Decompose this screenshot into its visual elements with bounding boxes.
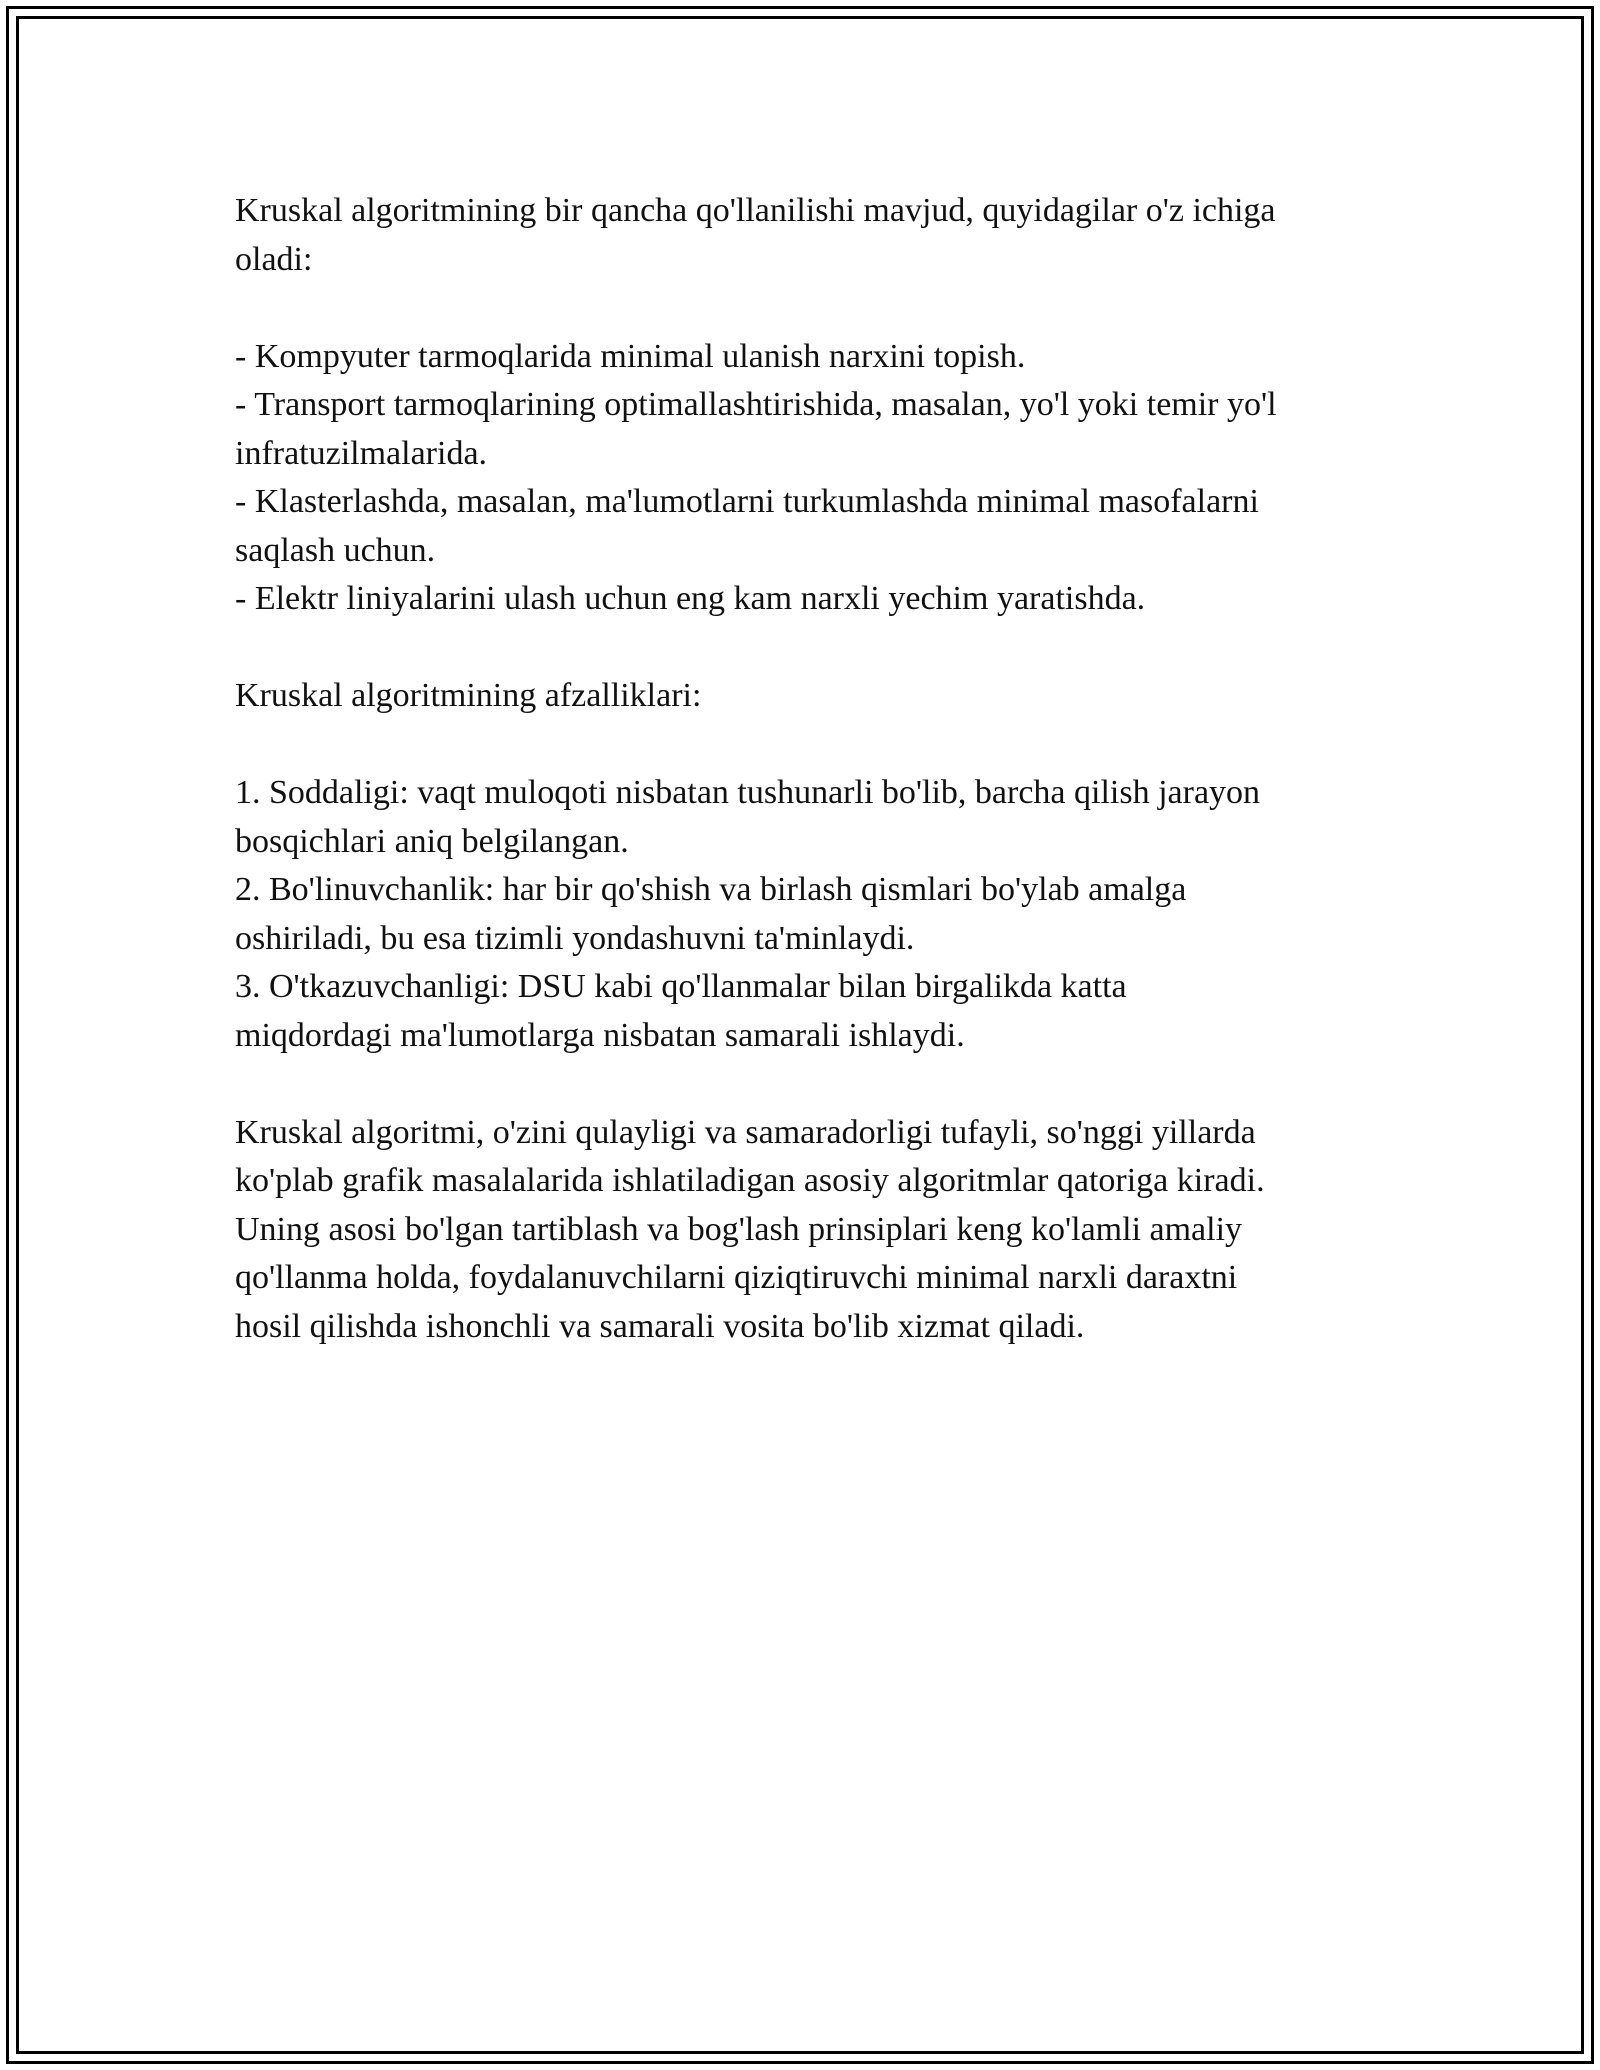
text-line: Kruskal algoritmi, o'zini qulayligi va samaradorligi tufayli, so'nggi yillarda: [235, 1113, 1256, 1151]
text-line: - Elektr liniyalarini ulash uchun eng kam narxli yechim yaratishda.: [235, 580, 1146, 617]
text-line: 1. Soddaligi: vaqt muloqoti nisbatan tushunarli bo'lib, barcha qilish jarayon: [235, 774, 1261, 811]
conclusion-paragraph: [235, 1109, 1375, 1352]
paragraph-gap: [235, 284, 1375, 333]
paragraph-gap: [235, 1060, 1375, 1109]
list-item: [235, 963, 1375, 1060]
text-line: qo'llanma holda, foydalanuvchilarni qiziqtiruvchi minimal narxli daraxtni: [235, 1259, 1238, 1296]
text-line: 3. O'tkazuvchanligi: DSU kabi qo'llanmalar bilan birgalikda katta: [235, 968, 1127, 1005]
applications-list: [235, 333, 1375, 624]
list-item: [235, 478, 1375, 575]
list-item: [235, 575, 1375, 624]
text-line: - Kompyuter tarmoqlarida minimal ulanish narxini topish.: [235, 337, 1026, 375]
list-item: [235, 333, 1375, 382]
text-line: bosqichlari aniq belgilangan.: [235, 822, 629, 860]
text-line: - Klasterlashda, masalan, ma'lumotlarni turkumlashda minimal masofalarni: [235, 483, 1259, 520]
text-line: oladi:: [235, 240, 313, 278]
list-item: [235, 769, 1375, 866]
paragraph-gap: [235, 721, 1375, 770]
list-item: [235, 381, 1375, 478]
text-line: Kruskal algoritmining bir qancha qo'llanilishi mavjud, quyidagilar o'z ichiga: [235, 192, 1276, 229]
paragraph-gap: [235, 624, 1375, 673]
text-line: ko'plab grafik masalalarida ishlatiladigan asosiy algoritmlar qatoriga kiradi.: [235, 1162, 1265, 1199]
text-line: oshiriladi, bu esa tizimli yondashuvni ta'minlaydi.: [235, 919, 915, 957]
text-line: 2. Bo'linuvchanlik: har bir qo'shish va birlash qismlari bo'ylab amalga: [235, 871, 1187, 908]
text-line: Uning asosi bo'lgan tartiblash va bog'lash prinsiplari keng ko'lamli amaliy: [235, 1210, 1243, 1248]
list-item: [235, 866, 1375, 963]
advantages-heading: Kruskal algoritmining afzalliklari:: [235, 677, 702, 714]
text-line: saqlash uchun.: [235, 531, 436, 569]
text-line: - Transport tarmoqlarining optimallashtirishida, masalan, yo'l yoki temir yo'l: [235, 386, 1277, 423]
text-line: infratuzilmalarida.: [235, 434, 488, 472]
text-line: hosil qilishda ishonchli va samarali vosita bo'lib xizmat qiladi.: [235, 1307, 1085, 1345]
text-line: miqdordagi ma'lumotlarga nisbatan samarali ishlaydi.: [235, 1016, 965, 1054]
advantages-list: [235, 769, 1375, 1060]
document-body: [235, 187, 1375, 1351]
intro-paragraph: [235, 187, 1375, 284]
